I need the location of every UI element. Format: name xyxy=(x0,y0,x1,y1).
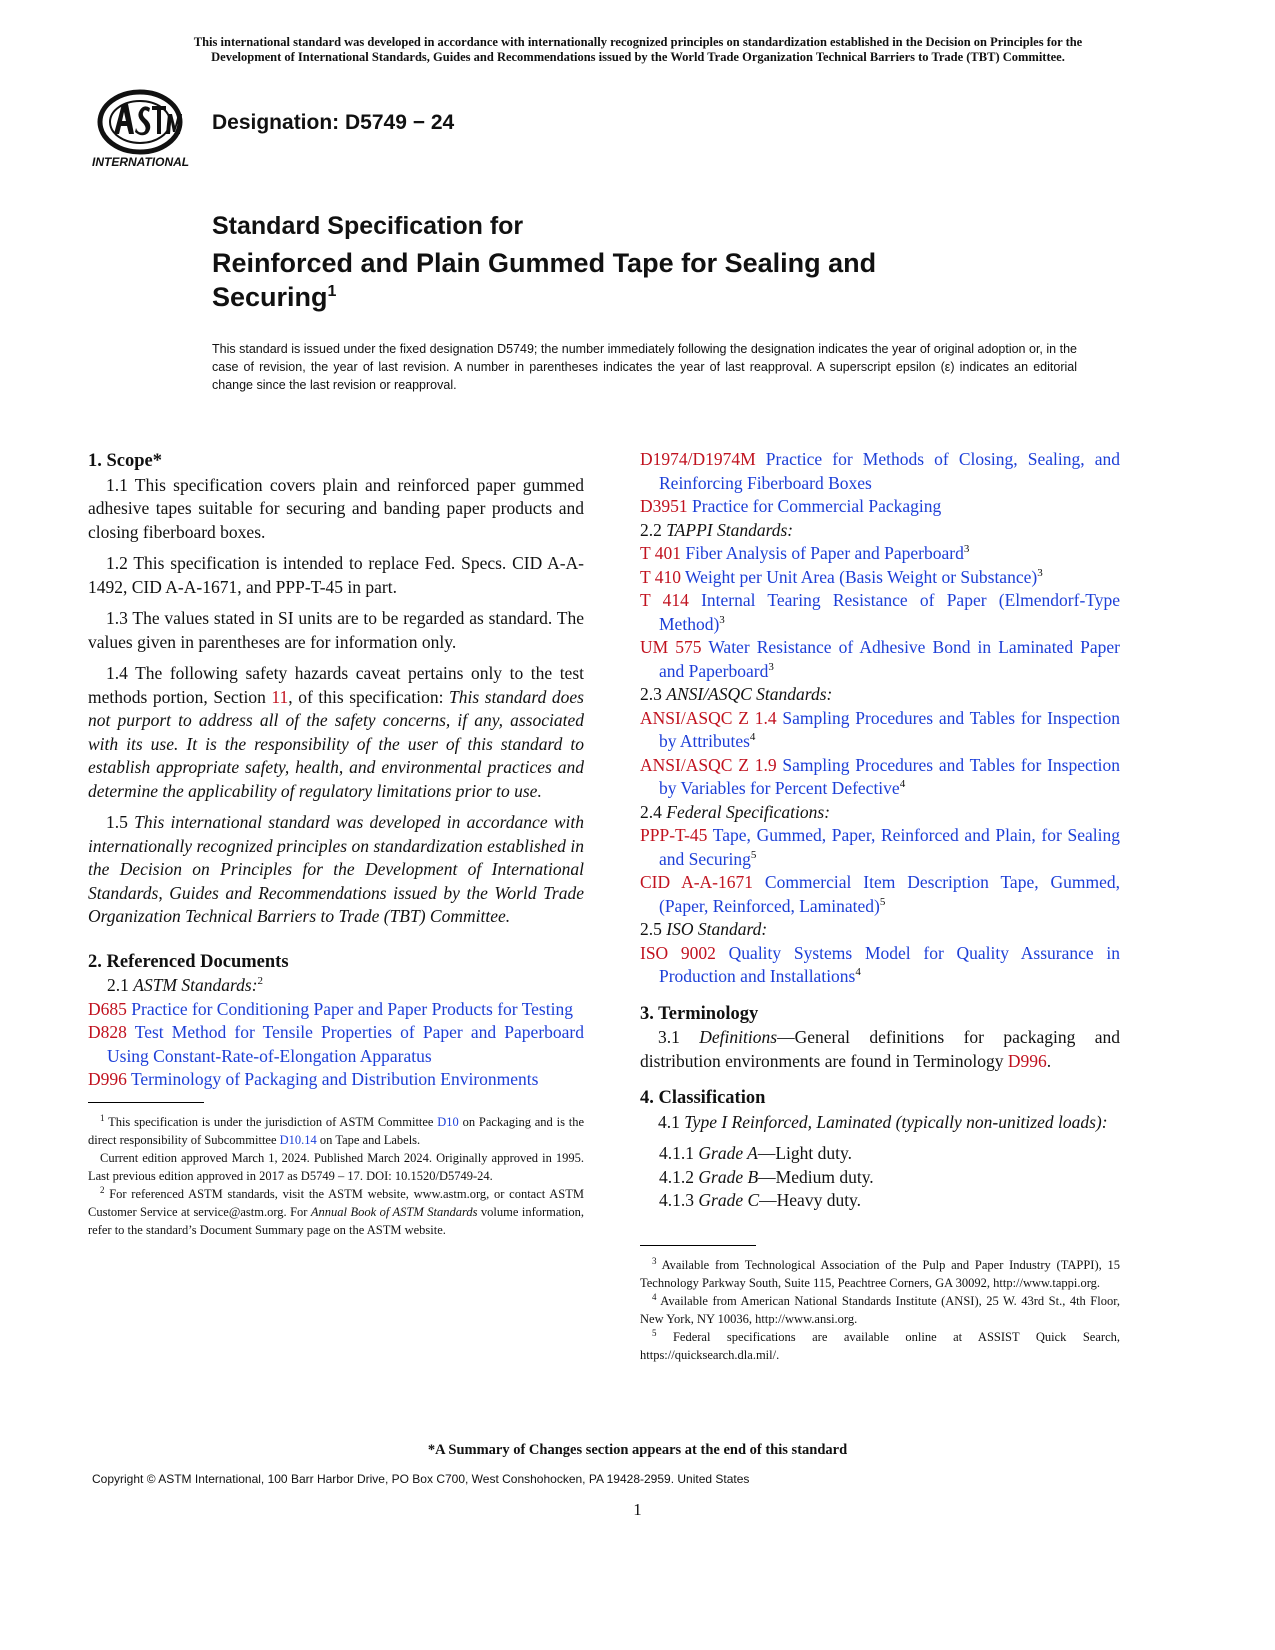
para-1-2: 1.2 This specification is intended to replace Fed. Specs. CID A-A-1492, CID A-A-1671, and PPP-T-45 in part. xyxy=(88,553,584,597)
ref-t410 xyxy=(640,566,1120,590)
footnote-marker: 5 xyxy=(652,1327,657,1338)
subsection-title: ISO Standard: xyxy=(666,919,768,939)
para-1-5 xyxy=(88,811,584,929)
footnote-text: volume information, refer to the standard’s Document Summary page on the ASTM website. xyxy=(88,1204,584,1237)
ref-title-link[interactable]: Internal Tearing Resistance of Paper (Elmendorf-Type Method) xyxy=(659,590,1121,634)
footnote-text: on Packaging and is the direct responsibility of Subcommittee xyxy=(88,1114,584,1147)
footnote-5 xyxy=(640,1328,1120,1364)
iso-standard-label xyxy=(640,918,1120,942)
tappi-standards-label xyxy=(640,519,1120,543)
ref-code-link[interactable]: T 401 xyxy=(640,543,681,563)
ref-cid xyxy=(640,871,1120,918)
ref-title-link[interactable]: Commercial Item Description Tape, Gummed, (Paper, Reinforced, Laminated) xyxy=(659,872,1120,916)
tbt-notice-line-2: Development of International Standards, Guides and Recommendations issued by the World Trade Organization Technical Barriers to Trade (TBT) Committee. xyxy=(211,50,1065,64)
footnote-1 xyxy=(88,1113,584,1149)
grade-b xyxy=(640,1166,1120,1190)
grade-c xyxy=(640,1189,1120,1213)
para-1-4 xyxy=(88,662,584,803)
grade-desc: —Light duty. xyxy=(757,1143,852,1163)
ref-t401 xyxy=(640,542,1120,566)
ref-title-link[interactable]: Practice for Methods of Closing, Sealing, and Reinforcing Fiberboard Boxes xyxy=(659,449,1120,493)
ref-d685 xyxy=(88,998,584,1022)
subsection-number: 2.3 xyxy=(640,684,667,704)
ref-ppp-t-45 xyxy=(640,824,1120,871)
subsection-title: ASTM Standards: xyxy=(133,975,258,995)
footnote-text: Available from American National Standards Institute (ANSI), 25 W. 43rd St., 4th Floor, New York, NY 10036, http://www.ansi.org. xyxy=(640,1293,1120,1326)
ref-code-link[interactable]: D828 xyxy=(88,1022,127,1042)
left-column xyxy=(88,450,584,1239)
footnote-marker: 3 xyxy=(1037,566,1043,579)
ref-code-link[interactable]: T 410 xyxy=(640,566,681,587)
subsection-number: 2.5 xyxy=(640,919,667,939)
para-number: 4.1.1 xyxy=(659,1143,699,1163)
ref-d828 xyxy=(88,1021,584,1068)
para-number: 4.1.2 xyxy=(659,1166,699,1187)
title-line-2: Reinforced and Plain Gummed Tape for Sealing and Securing xyxy=(212,248,877,312)
para-1-5-number: 1.5 xyxy=(106,812,135,832)
footnote-marker: 2 xyxy=(257,975,264,988)
wto-statement: This international standard was developed in accordance with internationally recognized principles on standardization established in the Decision on Principles for the Development of International Standards, Guides and Recommendations issued by the World Trade Organization Technical Barriers to Trade (TBT) Committee. xyxy=(88,812,585,926)
ref-title-link[interactable]: Sampling Procedures and Tables for Inspection by Variables for Percent Defective xyxy=(659,754,1120,798)
subsection-title: TAPPI Standards: xyxy=(666,519,794,540)
footnote-marker: 3 xyxy=(719,613,725,626)
tbt-notice xyxy=(88,35,1188,65)
ref-code-link[interactable]: PPP-T-45 xyxy=(640,825,708,845)
page-number: 1 xyxy=(633,1500,642,1519)
ref-code-link[interactable]: D3951 xyxy=(640,496,688,516)
subcommittee-d10-14-link[interactable]: D10.14 xyxy=(279,1132,317,1147)
ref-title-link[interactable]: Practice for Commercial Packaging xyxy=(687,496,942,516)
footnote-marker: 3 xyxy=(963,543,970,556)
grade-name: Grade C xyxy=(698,1190,760,1210)
para-term: Definitions xyxy=(699,1027,778,1047)
subsection-number: 2.1 xyxy=(107,975,134,995)
grade-desc: —Heavy duty. xyxy=(759,1190,862,1210)
footnote-text: For referenced ASTM standards, visit the ASTM website, www.astm.org, or contact ASTM Customer Service at service@astm.org. For xyxy=(88,1186,584,1219)
para-1-1: 1.1 This specification covers plain and reinforced paper gummed adhesive tapes suitable for securing and banding paper products and closing fiberboard boxes. xyxy=(88,474,584,542)
classification-heading: 4. Classification xyxy=(640,1088,766,1108)
footnote-divider xyxy=(88,1102,204,1103)
grade-a xyxy=(640,1142,1120,1166)
footnote-text: on Tape and Labels. xyxy=(316,1132,421,1147)
para-number: 4.1.3 xyxy=(659,1190,699,1210)
footnote-marker: 1 xyxy=(100,1112,105,1123)
para-term: Type I Reinforced, Laminated (typically non-unitized loads): xyxy=(684,1111,1108,1132)
tbt-notice-line-1: This international standard was developed in accordance with internationally recognized principles on standardization established in the Decision on Principles for the xyxy=(193,35,1083,49)
ref-code-link[interactable]: D1974/D1974M xyxy=(640,449,756,469)
para-number: 4.1 xyxy=(658,1111,685,1132)
footnote-marker: 4 xyxy=(749,731,756,744)
subsection-number: 2.4 xyxy=(640,801,667,822)
ref-title-link[interactable]: Water Resistance of Adhesive Bond in Laminated Paper and Paperboard xyxy=(659,637,1121,681)
copyright: Copyright © ASTM International, 100 Barr Harbor Drive, PO Box C700, West Conshohocken, PA 19428-2959. United States xyxy=(92,1472,750,1486)
ref-code-link[interactable]: UM 575 xyxy=(640,637,702,657)
para-1-4-text-b: , of this specification: xyxy=(288,686,450,707)
terminology-heading: 3. Terminology xyxy=(640,1003,759,1024)
ref-z19 xyxy=(640,754,1120,801)
ref-z14 xyxy=(640,707,1120,754)
ref-code-link[interactable]: ANSI/ASQC Z 1.4 xyxy=(640,707,777,728)
ref-code-link[interactable]: T 414 xyxy=(640,590,689,610)
summary-of-changes-note: *A Summary of Changes section appears at the end of this standard xyxy=(427,1442,848,1458)
ref-title-link[interactable]: Tape, Gummed, Paper, Reinforced and Plain, for Sealing and Securing xyxy=(659,825,1120,869)
astm-logo xyxy=(92,88,192,170)
ref-title-link[interactable]: Quality Systems Model for Quality Assurance in Production and Installations xyxy=(659,942,1120,986)
ref-t414 xyxy=(640,589,1120,636)
para-3-1 xyxy=(640,1026,1120,1073)
ref-code-link[interactable]: D685 xyxy=(88,998,127,1019)
footnote-4 xyxy=(640,1292,1120,1328)
para-1-3: 1.3 The values stated in SI units are to be regarded as standard. The values given in parentheses are for information only. xyxy=(88,608,584,652)
footnote-2 xyxy=(88,1185,584,1239)
ref-iso-9002 xyxy=(640,942,1120,989)
title-footnote-marker: 1 xyxy=(327,283,337,300)
ref-d1974 xyxy=(640,448,1120,495)
scope-heading: 1. Scope* xyxy=(88,451,162,471)
section-11-link[interactable]: 11 xyxy=(271,686,289,707)
grade-desc: —Medium duty. xyxy=(758,1166,874,1187)
footnote-marker: 4 xyxy=(652,1291,657,1302)
para-number: 3.1 xyxy=(658,1027,700,1047)
right-column xyxy=(640,448,1120,1364)
ref-code-link[interactable]: D996 xyxy=(88,1069,127,1089)
ref-title-link[interactable]: Fiber Analysis of Paper and Paperboard xyxy=(681,543,964,563)
subsection-title: Federal Specifications: xyxy=(666,801,831,822)
ref-d3951 xyxy=(640,495,1120,519)
ref-code-link[interactable]: CID A-A-1671 xyxy=(640,872,753,892)
ref-d996 xyxy=(88,1068,584,1092)
footnote-marker: 5 xyxy=(879,895,886,908)
footnote-text: Available from Technological Association of the Pulp and Paper Industry (TAPPI), 15 Technology Parkway South, Suite 115, Peachtree Corners, GA 30092, http://www.tappi.org. xyxy=(640,1257,1120,1290)
committee-d10-link[interactable]: D10 xyxy=(437,1114,459,1129)
footnote-1-edition: Current edition approved March 1, 2024. Published March 2024. Originally approved in 1995. Last previous edition approved in 2017 as D5749 – 17. DOI: 10.1520/D5749-24. xyxy=(88,1150,584,1183)
subsection-title: ANSI/ASQC Standards: xyxy=(666,684,833,704)
footnote-3 xyxy=(640,1256,1120,1292)
ansi-standards-label xyxy=(640,683,1120,707)
designation: Designation: D5749 − 24 xyxy=(212,111,455,134)
footnote-marker: 4 xyxy=(855,966,861,979)
footnote-marker: 3 xyxy=(652,1255,657,1266)
terminology-d996-link[interactable]: D996 xyxy=(1007,1050,1047,1071)
para-1-4-text: 1.4 The following safety hazards caveat pertains only to the test methods portion, Section xyxy=(88,663,584,707)
ref-title-link[interactable]: Test Method for Tensile Properties of Paper and Paperboard Using Constant-Rate-of-Elongation Apparatus xyxy=(107,1022,584,1066)
subsection-number: 2.2 xyxy=(640,519,667,540)
footnote-marker: 4 xyxy=(899,778,906,791)
footnote-divider xyxy=(640,1245,756,1246)
footnote-italic: Annual Book of ASTM Standards xyxy=(310,1204,478,1219)
footnote-text: This specification is under the jurisdiction of ASTM Committee xyxy=(104,1114,438,1129)
para-text: . xyxy=(1046,1050,1052,1071)
footnote-marker: 5 xyxy=(750,848,757,861)
ref-um575 xyxy=(640,636,1120,683)
refdocs-heading: 2. Referenced Documents xyxy=(88,951,289,972)
issuance-note: This standard is issued under the fixed designation D5749; the number immediately following the designation indicates the year of original adoption or, in the case of revision, the year of last revision. A number in parentheses indicates the year of last reapproval. A superscript epsilon (ε) indicates an editorial change since the last revision or reapproval. xyxy=(212,342,1077,392)
grade-name: Grade B xyxy=(698,1166,759,1187)
document-title xyxy=(212,246,972,314)
footnote-marker: 2 xyxy=(100,1184,105,1195)
para-text: —General definitions for packaging and distribution environments are found in Terminology xyxy=(640,1027,1120,1071)
footnote-text: Federal specifications are available online at ASSIST Quick Search, https://quicksearch.dla.mil/. xyxy=(640,1329,1120,1362)
federal-specs-label xyxy=(640,801,1120,825)
safety-caveat: This standard does not purport to address all of the safety concerns, if any, associated with its use. It is the responsibility of the user of this standard to establish appropriate safety, health, and environmental practices and determine the applicability of regulatory limitations prior to use. xyxy=(88,686,584,801)
ref-title-link[interactable]: Practice for Conditioning Paper and Paper Products for Testing xyxy=(126,998,573,1019)
ref-title-link[interactable]: Terminology of Packaging and Distribution Environments xyxy=(126,1069,539,1089)
astm-standards-label xyxy=(88,974,584,998)
para-4-1 xyxy=(640,1111,1120,1135)
footnote-marker: 3 xyxy=(768,660,774,673)
ref-title-link[interactable]: Sampling Procedures and Tables for Inspection by Attributes xyxy=(659,707,1120,751)
ref-title-link[interactable]: Weight per Unit Area (Basis Weight or Substance) xyxy=(681,566,1038,587)
ref-code-link[interactable]: ISO 9002 xyxy=(640,942,716,963)
grade-name: Grade A xyxy=(698,1143,758,1163)
ref-code-link[interactable]: ANSI/ASQC Z 1.9 xyxy=(640,754,777,775)
title-line-1: Standard Specification for xyxy=(212,212,524,240)
logo-international-text: INTERNATIONAL xyxy=(92,155,190,169)
